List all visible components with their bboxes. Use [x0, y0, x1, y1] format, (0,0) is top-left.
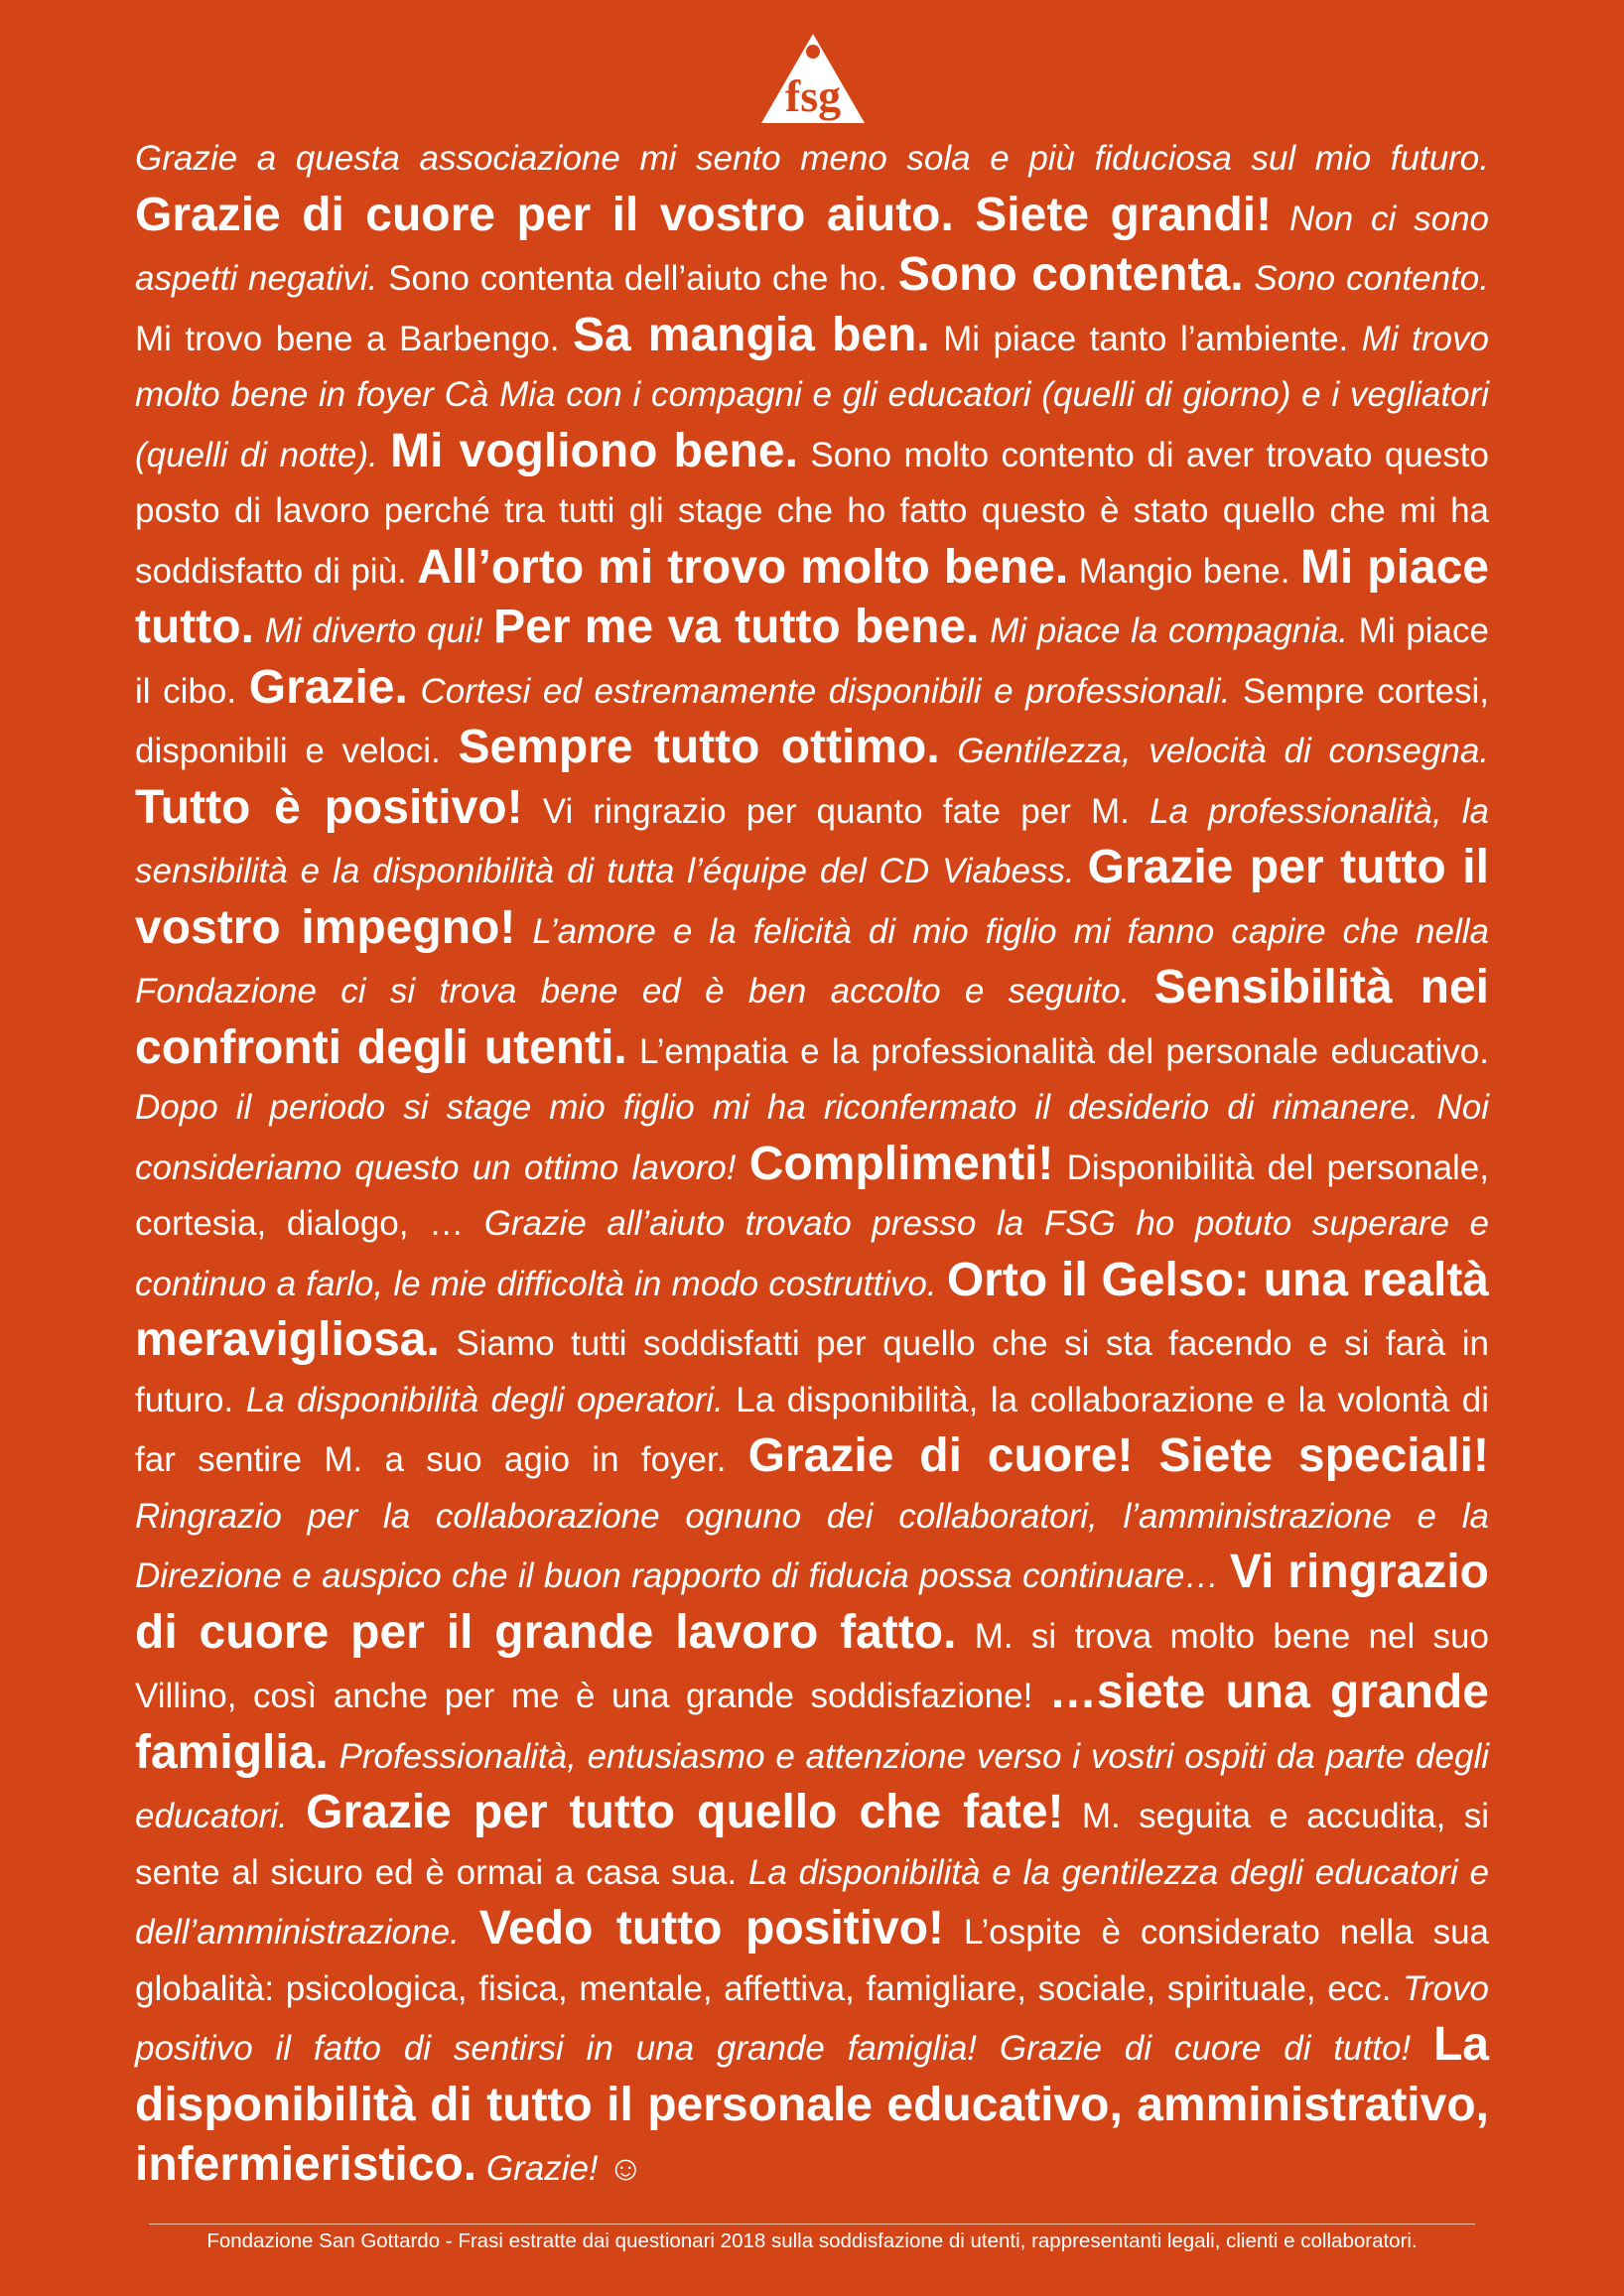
quote-bold: Grazie per tutto il vostro impegno!: [135, 841, 1489, 954]
quote-italic: La disponibilità e la gentilezza degli educatori e dell’amministrazione.: [135, 1852, 1490, 1952]
quote-bold: Complimenti!: [748, 1137, 1054, 1190]
quote-bold: Mi piace tutto.: [135, 540, 1490, 653]
quote-italic: Gentilezza, velocità di consegna.: [957, 732, 1490, 770]
quote-plain: M. si trova molto bene nel suo Villino, così anche per me è una grande soddisfazione!: [135, 1616, 1489, 1715]
quote-bold: Grazie per tutto quello che fate!: [306, 1786, 1064, 1838]
quote-plain: Mi piace tanto l’ambiente.: [943, 319, 1349, 358]
footer-caption: Fondazione San Gottardo - Frasi estratte dai questionari 2018 sulla soddisfazione di utenti, rappresentanti legali, clienti e collaboratori.: [206, 2229, 1418, 2252]
quote-italic: La professionalità, la sensibilità e la disponibilità di tutta l’équipe del CD Viabess.: [135, 791, 1489, 890]
quote-bold: All’orto mi trovo molto bene.: [417, 540, 1069, 594]
quote-bold: Vi ringrazio di cuore per il grande lavoro fatto.: [135, 1546, 1489, 1659]
quote-italic: Grazie! ☺: [485, 2149, 644, 2188]
quote-bold: Orto il Gelso: una realtà meravigliosa.: [135, 1253, 1489, 1366]
quote-italic: Sono contento.: [1254, 259, 1489, 298]
quote-bold: Mi vogliono bene.: [390, 424, 798, 477]
quote-italic: Grazie a questa associazione mi sento meno sola e più fiduciosa sul mio futuro.: [135, 139, 1489, 178]
logo-text: fsg: [784, 70, 842, 121]
quote-plain: Sempre cortesi, disponibili e veloci.: [135, 671, 1490, 770]
quote-plain: L’ospite è considerato nella sua globalità: psicologica, fisica, mentale, affettiva, famigliare, sociale, spirituale, ecc.: [135, 1913, 1489, 2008]
quote-italic: Mi piace la compagnia.: [990, 611, 1348, 650]
quote-bold: Sensibilità nei confronti degli utenti.: [135, 961, 1489, 1074]
quote-bold: Sempre tutto ottimo.: [458, 721, 940, 773]
quote-plain: Disponibilità del personale, cortesia, dialogo, …: [135, 1148, 1489, 1243]
quotes-text-block: [135, 131, 1490, 2191]
quote-plain: Vi ringrazio per quanto fate per M.: [542, 791, 1130, 831]
quote-italic: Professionalità, entusiasmo e attenzione verso i vostri ospiti da parte degli educatori.: [135, 1736, 1489, 1835]
quote-italic: Dopo il periodo si stage mio figlio mi ha riconfermato il desiderio di rimanere. Noi consideriamo questo un ottimo lavoro!: [135, 1088, 1489, 1187]
quote-italic: Cortesi ed estremamente disponibili e professionali.: [420, 671, 1231, 711]
quote-plain: Sono contenta dell’aiuto che ho.: [388, 259, 887, 298]
quote-bold: Sono contenta.: [897, 248, 1244, 301]
quote-italic: Grazie all’aiuto trovato presso la FSG ho potuto superare e continuo a farlo, le mie difficoltà in modo costruttivo.: [135, 1204, 1489, 1303]
quote-italic: Non ci sono aspetti negativi.: [135, 199, 1489, 298]
quote-plain: La disponibilità, la collaborazione e la volontà di far sentire M. a suo agio in foyer.: [135, 1380, 1489, 1479]
quote-bold: La disponibilità di tutto il personale educativo, amministrativo, infermieristico.: [135, 2018, 1489, 2191]
quote-bold: Per me va tutto bene.: [493, 601, 980, 653]
quote-italic: L’amore e la felicità di mio figlio mi fanno capire che nella Fondazione ci si trova bene ed è ben accolto e seguito.: [135, 911, 1489, 1011]
fsg-triangle-logo-icon: [759, 32, 867, 143]
quote-bold: Grazie di cuore per il vostro aiuto. Siete grandi!: [135, 188, 1273, 241]
quote-plain: Mi trovo bene a Barbengo.: [135, 319, 560, 358]
quote-plain: Sono molto contento di aver trovato questo posto di lavoro perché tra tutti gli stage che ho fatto questo è stato quello che mi ha soddisfatto di più.: [135, 435, 1489, 591]
quote-italic: Mi trovo molto bene in foyer Cà Mia con i compagni e gli educatori (quelli di giorno) e i vegliatori (quelli di notte).: [135, 319, 1489, 474]
quote-bold: Vedo tutto positivo!: [478, 1902, 945, 1955]
footer-divider: [149, 2224, 1475, 2225]
quote-plain: Mangio bene.: [1078, 551, 1290, 591]
quote-italic: La disponibilità degli operatori.: [245, 1380, 724, 1419]
quote-bold: Grazie di cuore! Siete speciali!: [747, 1429, 1489, 1482]
quote-plain: Siamo tutti soddisfatti per quello che si sta facendo e si farà in futuro.: [135, 1324, 1489, 1419]
quote-italic: Mi diverto qui!: [264, 611, 483, 650]
quote-plain: M. seguita e accudita, si sente al sicuro ed è ormai a casa sua.: [135, 1797, 1489, 1892]
quote-italic: Ringrazio per la collaborazione ognuno dei collaboratori, l’amministrazione e la Direzione e auspico che il buon rapporto di fiducia possa continuare…: [135, 1496, 1489, 1595]
quote-bold: …siete una grande famiglia.: [135, 1666, 1489, 1779]
quote-italic: Trovo positivo il fatto di sentirsi in una grande famiglia! Grazie di cuore di tutto!: [135, 1968, 1489, 2068]
quote-plain: Mi piace il cibo.: [135, 611, 1489, 711]
quote-bold: Tutto è positivo!: [135, 780, 523, 834]
quote-bold: Sa mangia ben.: [573, 308, 930, 361]
quote-bold: Grazie.: [248, 660, 408, 714]
quote-plain: L’empatia e la professionalità del personale educativo.: [639, 1031, 1489, 1071]
